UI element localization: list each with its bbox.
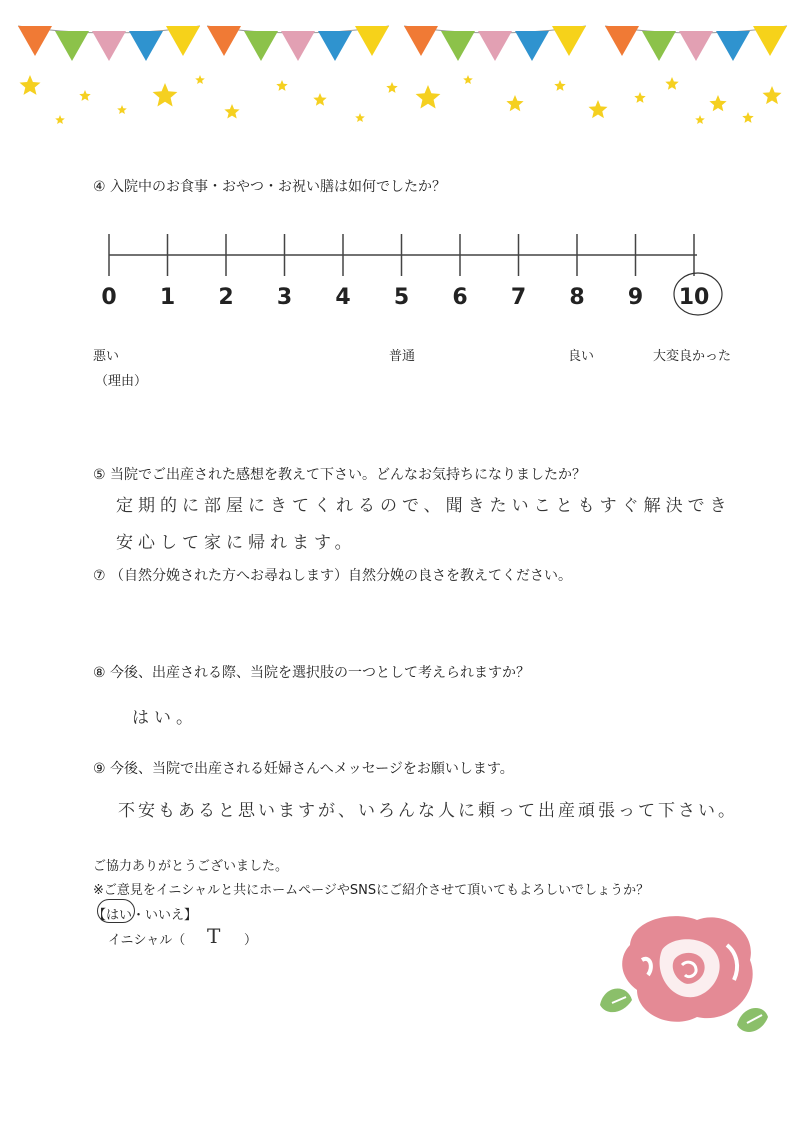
q7-question: ⑦ （自然分娩された方へお尋ねします）自然分娩の良さを教えてください。 [93, 568, 572, 584]
consent-question: ※ご意見をイニシャルと共にホームページやSNSにご紹介させて頂いてもよろしいでしょうか？ [93, 883, 650, 898]
bunting-flag [166, 26, 200, 56]
star-icon [709, 95, 726, 111]
initial-close: ） [244, 933, 258, 948]
bunting-flag [679, 31, 713, 61]
bunting-flag [753, 26, 787, 56]
scale-number: 0 [101, 285, 117, 310]
scale-number: 1 [159, 285, 176, 310]
star-icon [276, 80, 287, 91]
consent-yes-circle [97, 899, 135, 923]
star-icon [386, 82, 397, 93]
star-icon [463, 75, 473, 84]
q8-answer: はい。 [132, 708, 198, 728]
star-icon [117, 105, 127, 114]
star-icon [416, 85, 441, 109]
scale-number: 6 [452, 285, 468, 310]
label-good: 良い [568, 349, 595, 364]
bunting-flag [642, 31, 676, 61]
q5-answer-line1: 定期的に部屋にきてくれるので、聞きたいこともすぐ解決でき [116, 496, 732, 516]
bunting-flag [318, 31, 352, 61]
scale-number: 9 [627, 285, 644, 310]
star-icon [20, 75, 41, 95]
rose-flower [622, 916, 752, 1022]
consent-options: 【はい・いいえ】 [93, 908, 198, 923]
initial-label: イニシャル（ [108, 933, 186, 948]
bunting-flags [18, 26, 787, 61]
star-icon [195, 75, 205, 84]
bunting-flag [605, 26, 639, 56]
star-icon [79, 90, 90, 101]
star-icon [763, 86, 782, 104]
scale-number: 7 [510, 285, 527, 310]
bunting-flag [92, 31, 126, 61]
star-icon [224, 104, 239, 119]
scale-number: 3 [276, 285, 293, 310]
label-bad: 悪い [93, 349, 120, 364]
scale-number: 10 [678, 285, 710, 310]
q8-question: ⑧ 今後、出産される際、当院を選択肢の一つとして考えられますか？ [93, 665, 530, 681]
scale-number: 2 [218, 285, 234, 310]
bunting-flag [207, 26, 241, 56]
bunting-flag [55, 31, 89, 61]
bunting-flag [244, 31, 278, 61]
bunting-flag [404, 26, 438, 56]
q5-question: ⑤ 当院でご出産された感想を教えて下さい。どんなお気持ちになりましたか？ [93, 467, 586, 483]
star-icon [665, 77, 678, 90]
rating-scale [90, 220, 740, 320]
star-icon [695, 115, 705, 124]
q4-question: ④ 入院中のお食事・おやつ・お祝い膳は如何でしたか？ [93, 179, 446, 195]
bunting-flag [552, 26, 586, 56]
rose-illustration [592, 905, 772, 1045]
label-very-good: 大変良かった [653, 349, 732, 364]
q5-answer-line2: 安心して家に帰れます。 [116, 533, 357, 553]
star-icon [506, 95, 523, 111]
bunting-flag [441, 31, 475, 61]
scale-ticks [101, 234, 709, 310]
star-icon [313, 93, 326, 106]
bunting-flag [478, 31, 512, 61]
bunting-flag [18, 26, 52, 56]
scale-number: 4 [335, 285, 351, 310]
scale-number: 5 [393, 285, 410, 310]
star-decorations [20, 75, 782, 124]
star-icon [153, 83, 178, 107]
bunting-flag [515, 31, 549, 61]
reason-label: （理由） [95, 374, 148, 389]
star-icon [355, 113, 365, 122]
star-icon [742, 112, 753, 123]
star-icon [55, 115, 65, 124]
bunting-flag [716, 31, 750, 61]
star-icon [554, 80, 565, 91]
bunting-flag [281, 31, 315, 61]
q9-question: ⑨ 今後、当院で出産される妊婦さんへメッセージをお願いします。 [93, 761, 514, 777]
star-icon [589, 100, 608, 118]
bunting-flag [129, 31, 163, 61]
bunting-flag [355, 26, 389, 56]
initial-value: T [207, 924, 226, 948]
bunting-banner [0, 0, 800, 140]
thanks-text: ご協力ありがとうございました。 [93, 859, 289, 874]
star-icon [634, 92, 645, 103]
scale-number: 8 [569, 285, 585, 310]
q9-answer: 不安もあると思いますが、いろんな人に頼って出産頑張って下さい。 [118, 801, 738, 821]
label-normal: 普通 [389, 349, 416, 364]
